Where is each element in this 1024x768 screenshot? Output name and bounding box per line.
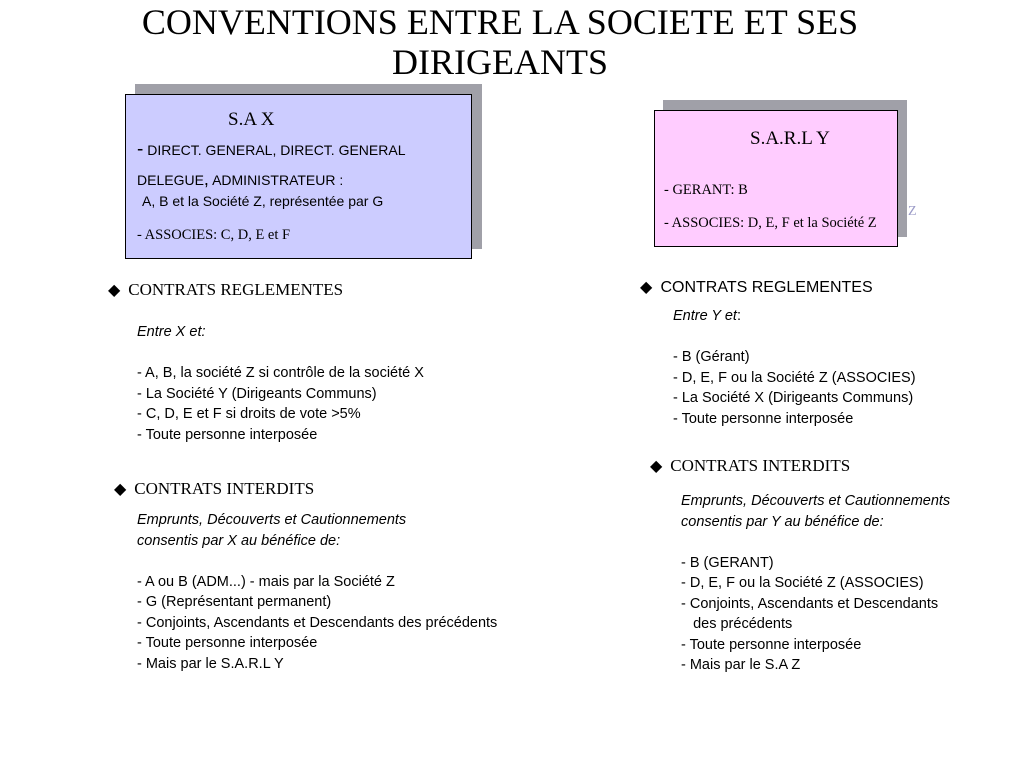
list-item: - Mais par le S.A Z (681, 657, 801, 673)
right-interdits-intro-1: Emprunts, Découverts et Cautionnements (681, 493, 951, 509)
page-title-line-2: DIRIGEANTS (392, 42, 608, 82)
spacer (137, 343, 424, 364)
right-reglementes-heading (640, 277, 873, 297)
right-interdits-heading (650, 456, 850, 476)
left-interdits-intro-2: consentis par X au bénéfice de: (137, 532, 341, 549)
page-title (60, 2, 940, 82)
list-item: - Toute personne interposée (137, 635, 318, 651)
right-interdits-list (681, 491, 950, 676)
left-reglementes-list (137, 322, 424, 445)
spacer (673, 327, 916, 348)
right-reglementes-intro-colon: : (736, 308, 741, 324)
sarl-box-ghost-letter: Z (908, 204, 917, 219)
right-reglementes-intro (673, 306, 916, 327)
list-item: - Conjoints, Ascendants et Descendants (681, 595, 939, 612)
sa-box-administrateur: ADMINISTRATEUR : (212, 172, 344, 188)
list-item: - A, B, la société Z si contrôle de la société X (137, 365, 424, 381)
diamond-bullet-icon: ◆ (108, 282, 121, 299)
sarl-box (654, 110, 898, 247)
right-reglementes-title: CONTRATS REGLEMENTES (660, 279, 873, 296)
sa-box-heading: S.A X (228, 109, 275, 130)
left-interdits-list (137, 510, 497, 674)
list-item: - Conjoints, Ascendants et Descendants des précédents (137, 614, 498, 631)
sa-box-delegue: DELEGUE (137, 172, 204, 188)
left-reglementes-heading (108, 280, 343, 300)
right-interdits-intro-2: consentis par Y au bénéfice de: (681, 513, 884, 530)
list-item: - La Société X (Dirigeants Communs) (673, 390, 914, 406)
list-item: - D, E, F ou la Société Z (ASSOCIES) (673, 369, 916, 386)
list-item: - D, E, F ou la Société Z (ASSOCIES) (681, 575, 924, 591)
sa-box (125, 94, 472, 259)
list-item: - B (GERANT) (681, 554, 774, 571)
page-title-line-1: CONVENTIONS ENTRE LA SOCIETE ET SES (141, 2, 859, 42)
spacer (137, 551, 497, 572)
spacer (681, 532, 950, 553)
sa-box-associes: - ASSOCIES: C, D, E et F (137, 227, 291, 243)
left-interdits-heading (114, 479, 314, 499)
diamond-bullet-icon: ◆ (640, 279, 653, 296)
diamond-bullet-icon: ◆ (650, 458, 663, 475)
left-interdits-intro-1: Emprunts, Découverts et Cautionnements (137, 512, 407, 528)
list-item: - Toute personne interposée (681, 636, 862, 653)
sa-box-line-2 (137, 169, 343, 190)
sarl-box-heading: S.A.R.L Y (750, 128, 830, 149)
left-reglementes-intro: Entre X et: (137, 324, 206, 340)
list-item: - Toute personne interposée (137, 426, 318, 443)
diamond-bullet-icon: ◆ (114, 481, 127, 498)
sa-box-direction: DIRECT. GENERAL, DIRECT. GENERAL (147, 142, 406, 158)
sa-box-line-1 (137, 139, 406, 161)
sa-box-dash: - (137, 139, 144, 160)
sarl-box-associes: - ASSOCIES: D, E, F et la Société Z (664, 215, 877, 231)
left-interdits-title: CONTRATS INTERDITS (134, 479, 315, 498)
list-item: - A ou B (ADM...) - mais par la Société Z (137, 573, 395, 590)
sa-box-comma: , (203, 169, 209, 189)
sa-box-line-3: A, B et la Société Z, représentée par G (142, 193, 384, 209)
list-item: - Mais par le S.A.R.L Y (137, 655, 284, 672)
right-reglementes-list (673, 306, 916, 429)
list-item: - G (Représentant permanent) (137, 594, 332, 610)
right-interdits-title: CONTRATS INTERDITS (670, 456, 851, 475)
left-reglementes-title: CONTRATS REGLEMENTES (128, 280, 344, 299)
sarl-box-gerant: - GERANT: B (664, 182, 748, 198)
list-item: - Toute personne interposée (673, 410, 854, 427)
list-item: - B (Gérant) (673, 349, 750, 365)
list-item: - C, D, E et F si droits de vote >5% (137, 406, 361, 422)
list-item: - La Société Y (Dirigeants Communs) (137, 385, 377, 402)
list-item: des précédents (681, 616, 793, 632)
right-reglementes-intro-text: Entre Y et (673, 308, 737, 324)
